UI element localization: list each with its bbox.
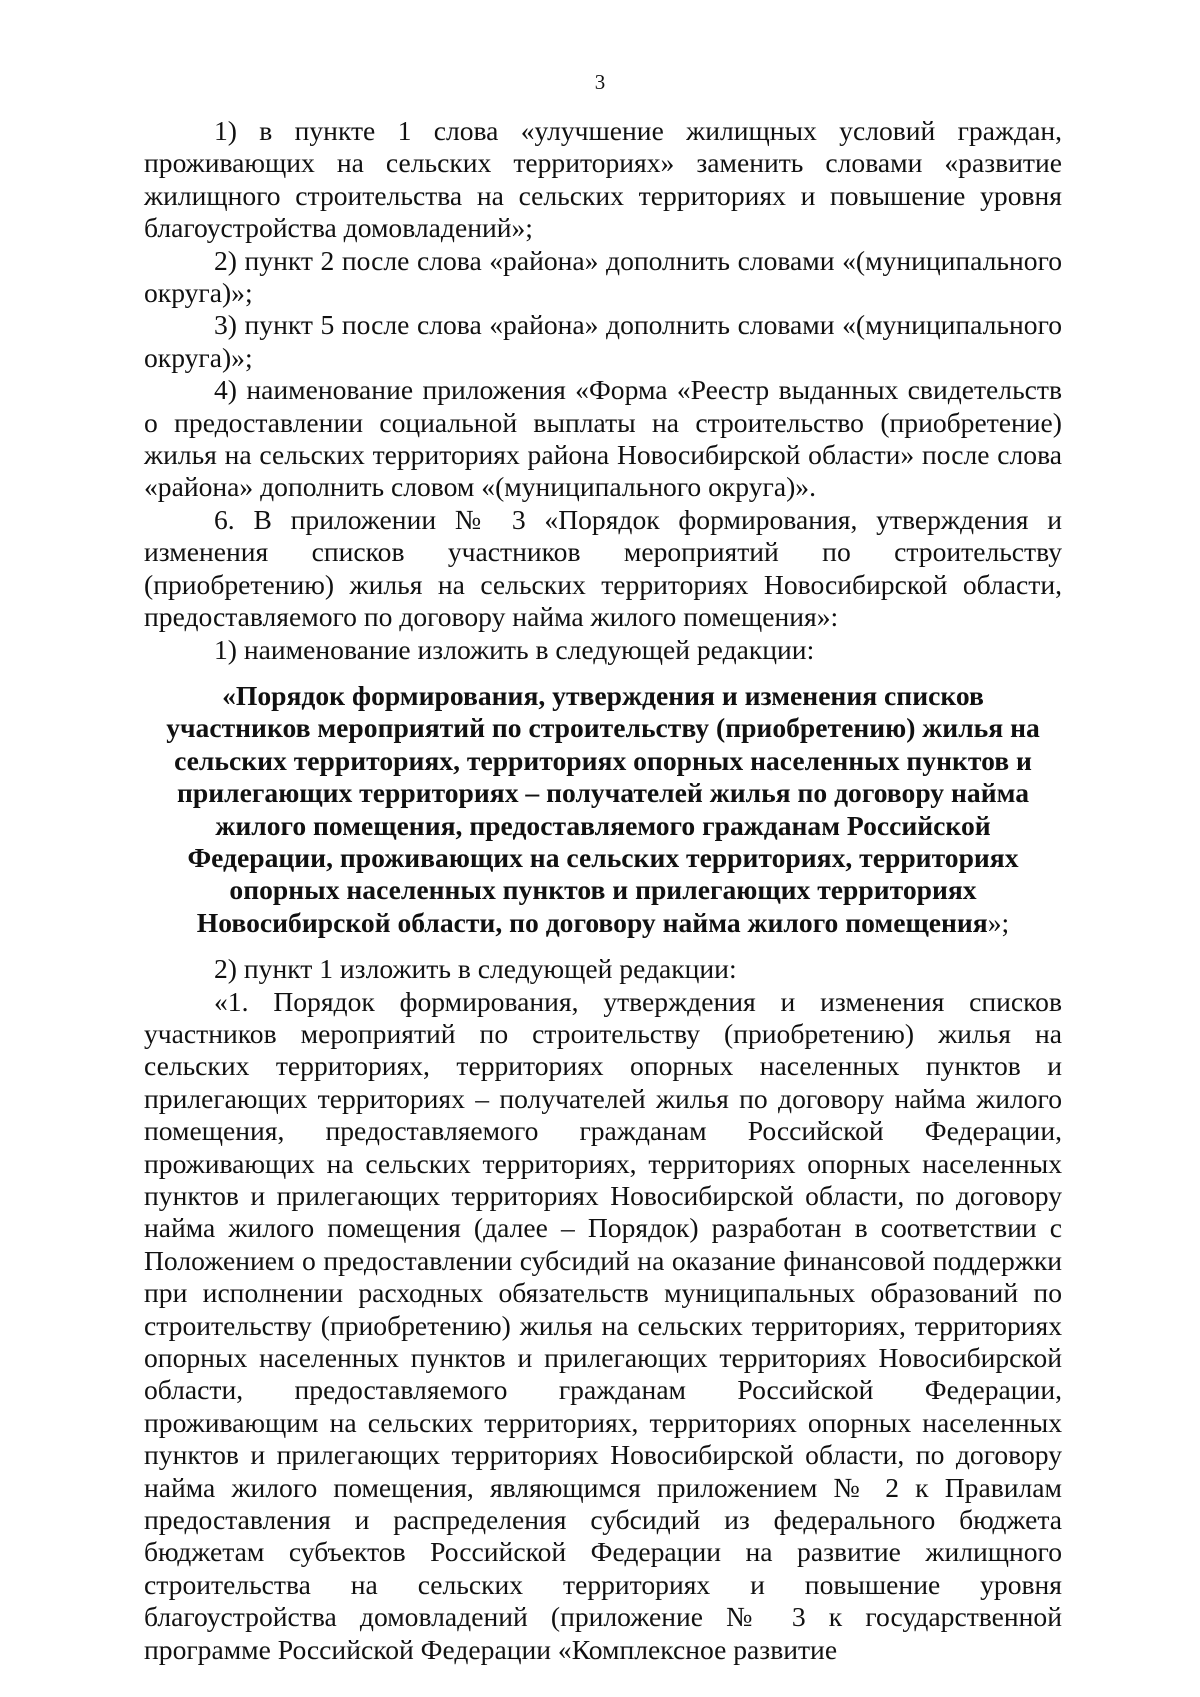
paragraph-name-new-edition: 1) наименование изложить в следующей редакции: (214, 633, 815, 665)
paragraph-item-4-appendix-name: 4) наименование приложения «Форма «Реестр выданных свидетельств о предоставлении социальной выплаты на строительство (приобретение) жилья на сельских территориях района Новосибирской области» после слова «района» дополнить словом «(муниципального округа)». (144, 374, 1062, 503)
paragraph-point-1-text: «1. Порядок формирования, утверждения и изменения списков участников мероприятий по строительству (приобретению) жилья на сельских территориях, территориях опорных населенных пунктов и прилегающих территориях – получателей жилья по договору найма жилого помещения, предоставляемого гражданам Российской Федерации, проживающих на сельских территориях, территориях опорных населенных пунктов и прилегающих территориях Новосибирской области, по договору найма жилого помещения (далее – Порядок) разработан в соответствии с Положением о предоставлении субсидий на оказание финансовой поддержки при исполнении расходных обязательств муниципальных образований по строительству (приобретению) жилья на сельских территориях, территориях опорных населенных пунктов и прилегающих территориях Новосибирской области, предоставляемого гражданам Российской Федерации, проживающим на сельских территориях, территориях опорных населенных пунктов и прилегающих территориях Новосибирской области, по договору найма жилого помещения, являющимся приложением № 2 к Правилам предоставления и распределения субсидий из федерального бюджета бюджетам субъектов Российской Федерации на развитие жилищного строительства на сельских территориях и повышение уровня благоустройства домовладений (приложение № 3 к государственной программе Российской Федерации «Комплексное развитие (144, 985, 1062, 1665)
new-title-heading-bold: «Порядок формирования, утверждения и изменения списков участников мероприятий по строительству (приобретению) жилья на сельских территориях, территориях опорных населенных пунктов и прилегающих территориях – получателей жилья по договору найма жилого помещения, предоставляемого гражданам Российской Федерации, проживающих на сельских территориях, территориях опорных населенных пунктов и прилегающих территориях Новосибирской области, по договору найма жилого помещения (166, 679, 1040, 938)
paragraph-item-2-point-2: 2) пункт 2 после слова «района» дополнить словами «(муниципального округа)»; (144, 244, 1062, 309)
page-number: 3 (594, 70, 606, 94)
paragraph-item-1-words-replacement: 1) в пункте 1 слова «улучшение жилищных условий граждан, проживающих на сельских территориях» заменить словами «развитие жилищного строительства на сельских территориях и повышение уровня благоустройства домовладений»; (144, 115, 1062, 244)
new-title-heading-tail: »; (987, 906, 1010, 938)
paragraph-point-1-new-edition: 2) пункт 1 изложить в следующей редакции: (214, 953, 737, 985)
new-title-heading (144, 680, 1062, 939)
document-body (144, 115, 1062, 1666)
paragraph-item-3-point-5: 3) пункт 5 после слова «района» дополнить словами «(муниципального округа)»; (144, 309, 1062, 373)
paragraph-section-6: 6. В приложении № 3 «Порядок формирования, утверждения и изменения списков участников мероприятий по строительству (приобретению) жилья на сельских территориях Новосибирской области, предоставляемого по договору найма жилого помещения»: (144, 503, 1062, 633)
